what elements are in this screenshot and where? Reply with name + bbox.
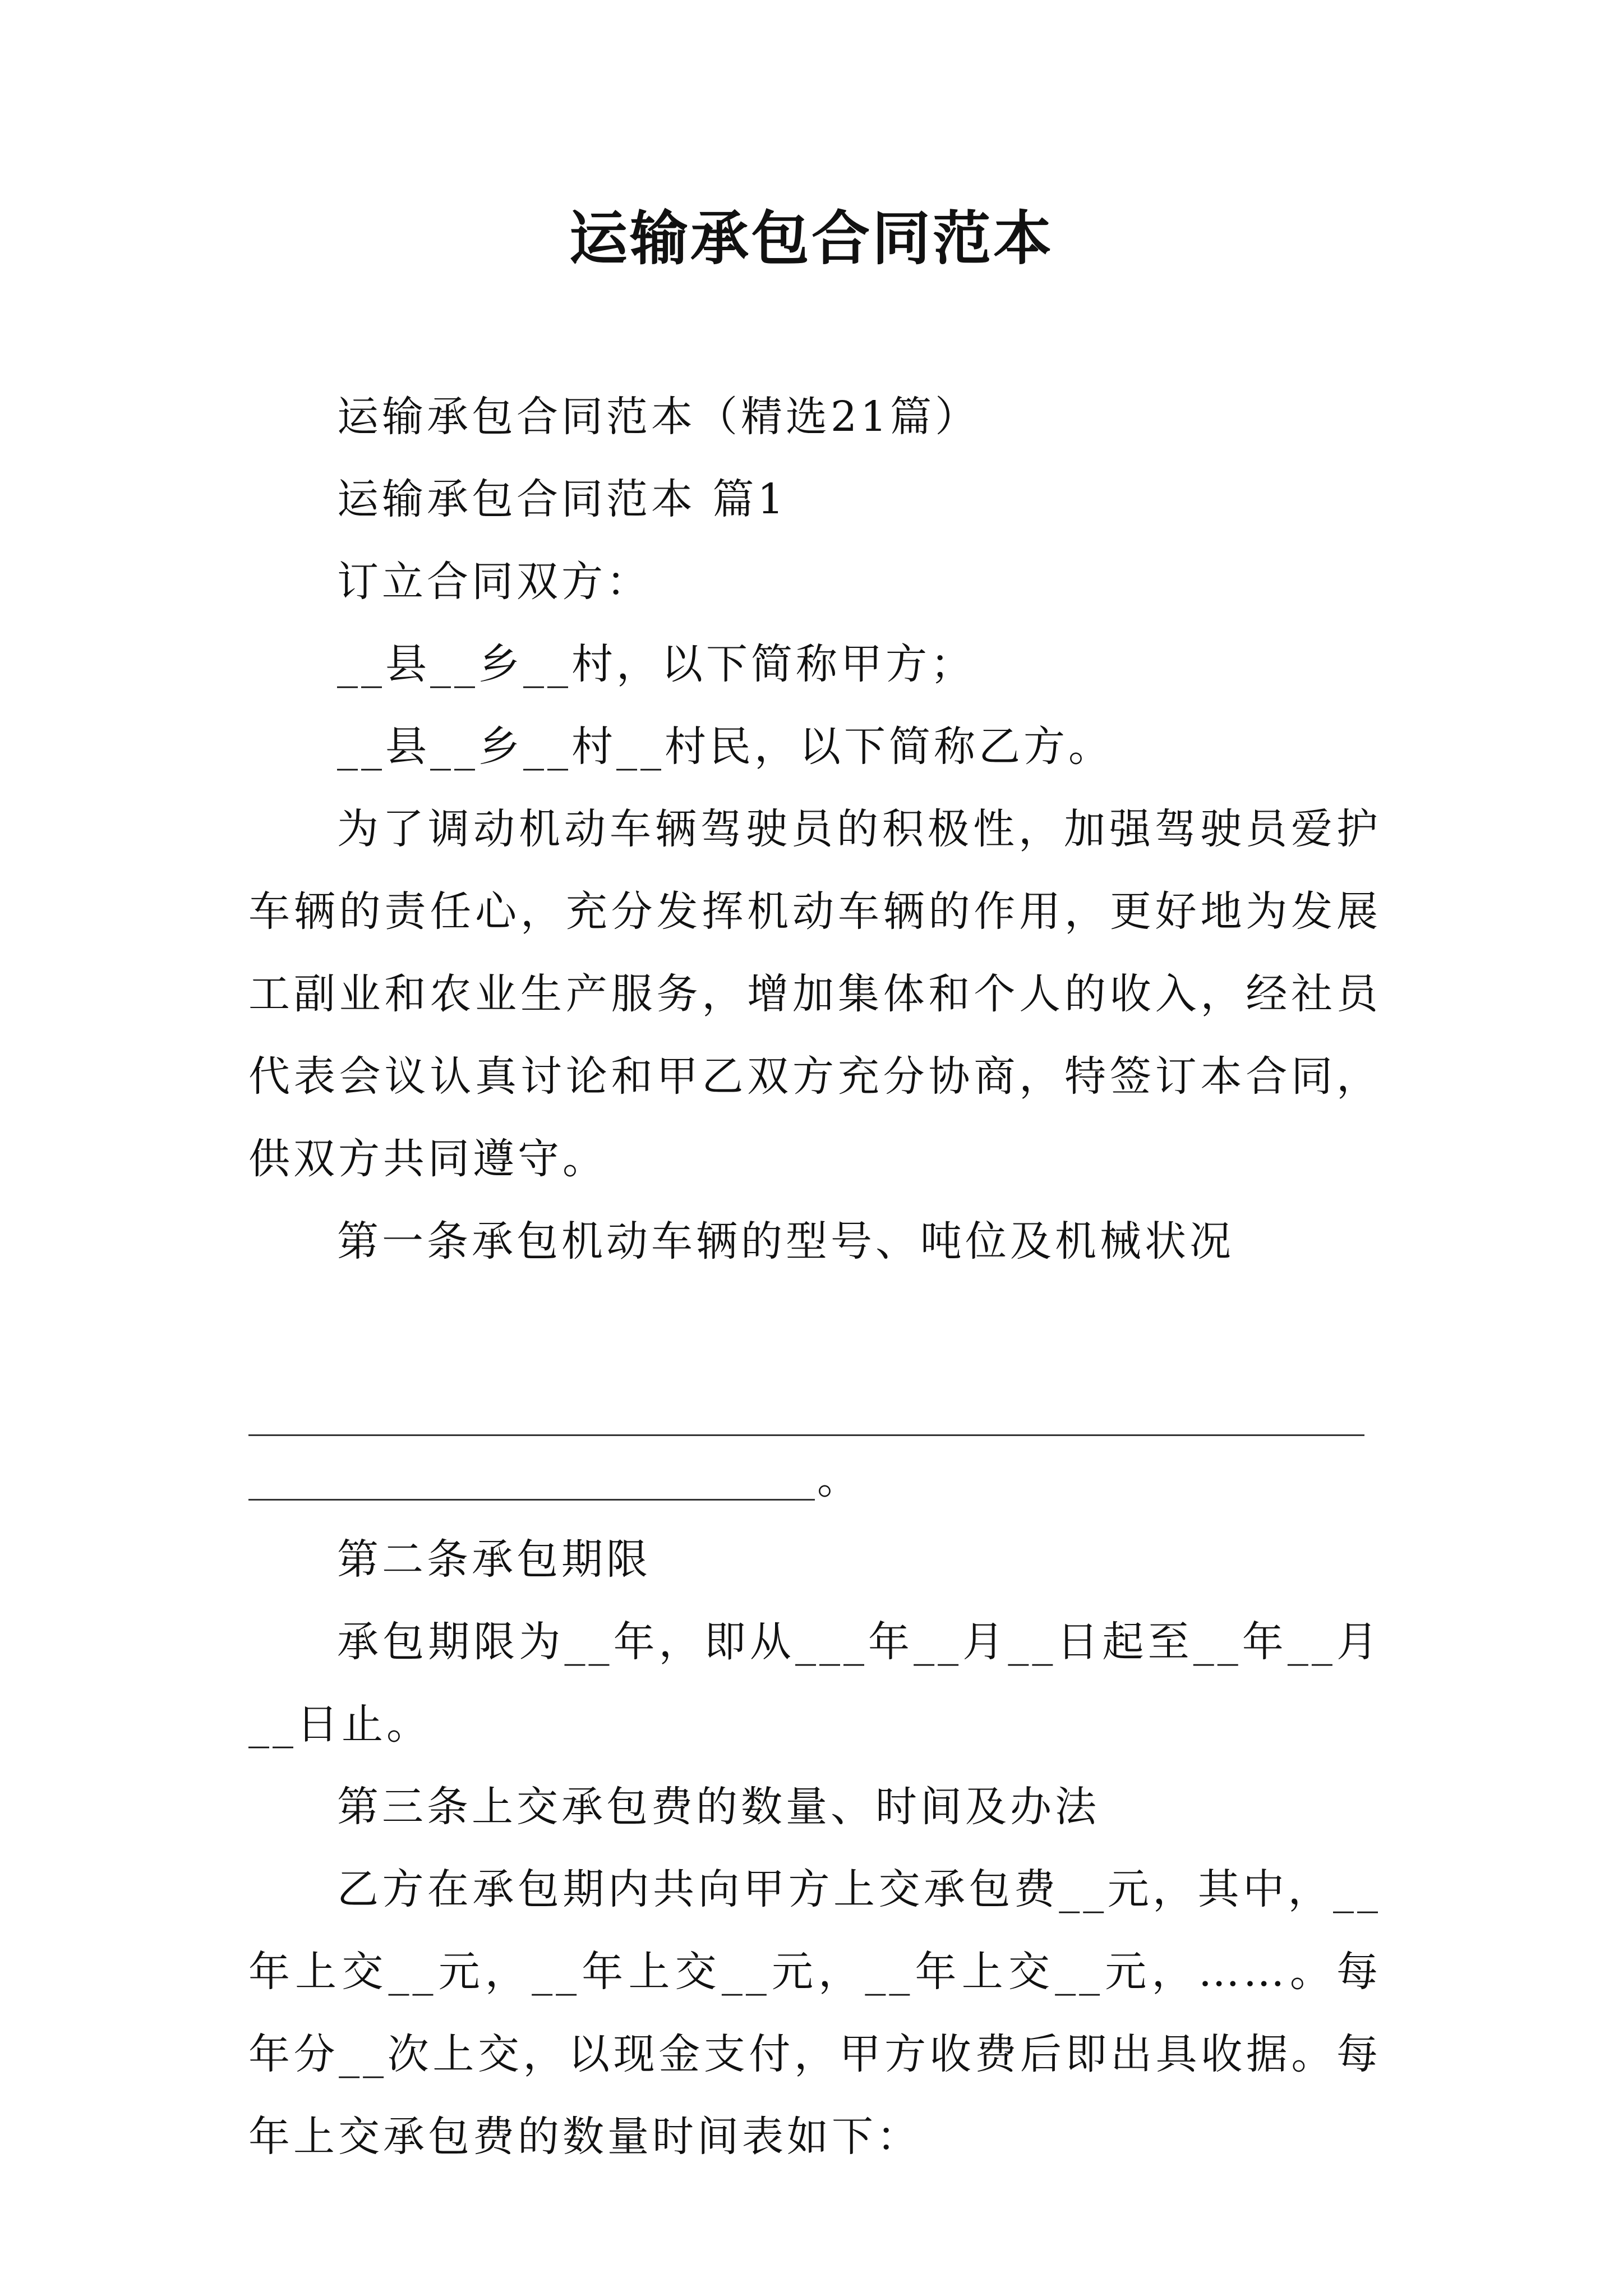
blank-line-2 bbox=[248, 1499, 815, 1501]
blank-line-period: 。 bbox=[817, 1455, 862, 1503]
paragraph-article-2: 第二条承包期限 bbox=[337, 1535, 651, 1584]
paragraph-fee: 乙方在承包期内共向甲方上交承包费__元，其中，__年上交__元，__年上交__元，__年上交__元，……。每年分__次上交，以现金支付，甲方收费后即出具收据。每年上交承包费的数量时间表如下： bbox=[248, 1865, 1381, 2161]
paragraph-purpose: 为了调动机动车辆驾驶员的积极性，加强驾驶员爱护车辆的责任心，充分发挥机动车辆的作用，更好地为发展工副业和农业生产服务，增加集体和个人的收入，经社员代表会议认真讨论和甲乙双方充分协商，特签订本合同，供双方共同遵守。 bbox=[248, 805, 1381, 1183]
document-body bbox=[248, 376, 1381, 2178]
paragraph-party-b: __县__乡__村__村民，以下简称乙方。 bbox=[337, 723, 1113, 771]
blank-line-1 bbox=[248, 1434, 1364, 1436]
paragraph-article-1: 第一条承包机动车辆的型号、吨位及机械状况 bbox=[337, 1217, 1234, 1266]
blank-fill-lines bbox=[248, 1283, 1381, 1519]
paragraph-subtitle: 运输承包合同范本（精选21篇） bbox=[337, 393, 980, 441]
paragraph-article-3: 第三条上交承包费的数量、时间及办法 bbox=[337, 1783, 1100, 1831]
paragraph-section-heading: 运输承包合同范本 篇1 bbox=[337, 475, 787, 523]
paragraph-parties-label: 订立合同双方： bbox=[337, 558, 651, 606]
document-title: 运输承包合同范本 bbox=[569, 204, 1054, 273]
paragraph-party-a: __县__乡__村，以下简称甲方； bbox=[337, 640, 975, 688]
paragraph-term: 承包期限为__年，即从___年__月__日起至__年__月__日止。 bbox=[248, 1618, 1381, 1749]
